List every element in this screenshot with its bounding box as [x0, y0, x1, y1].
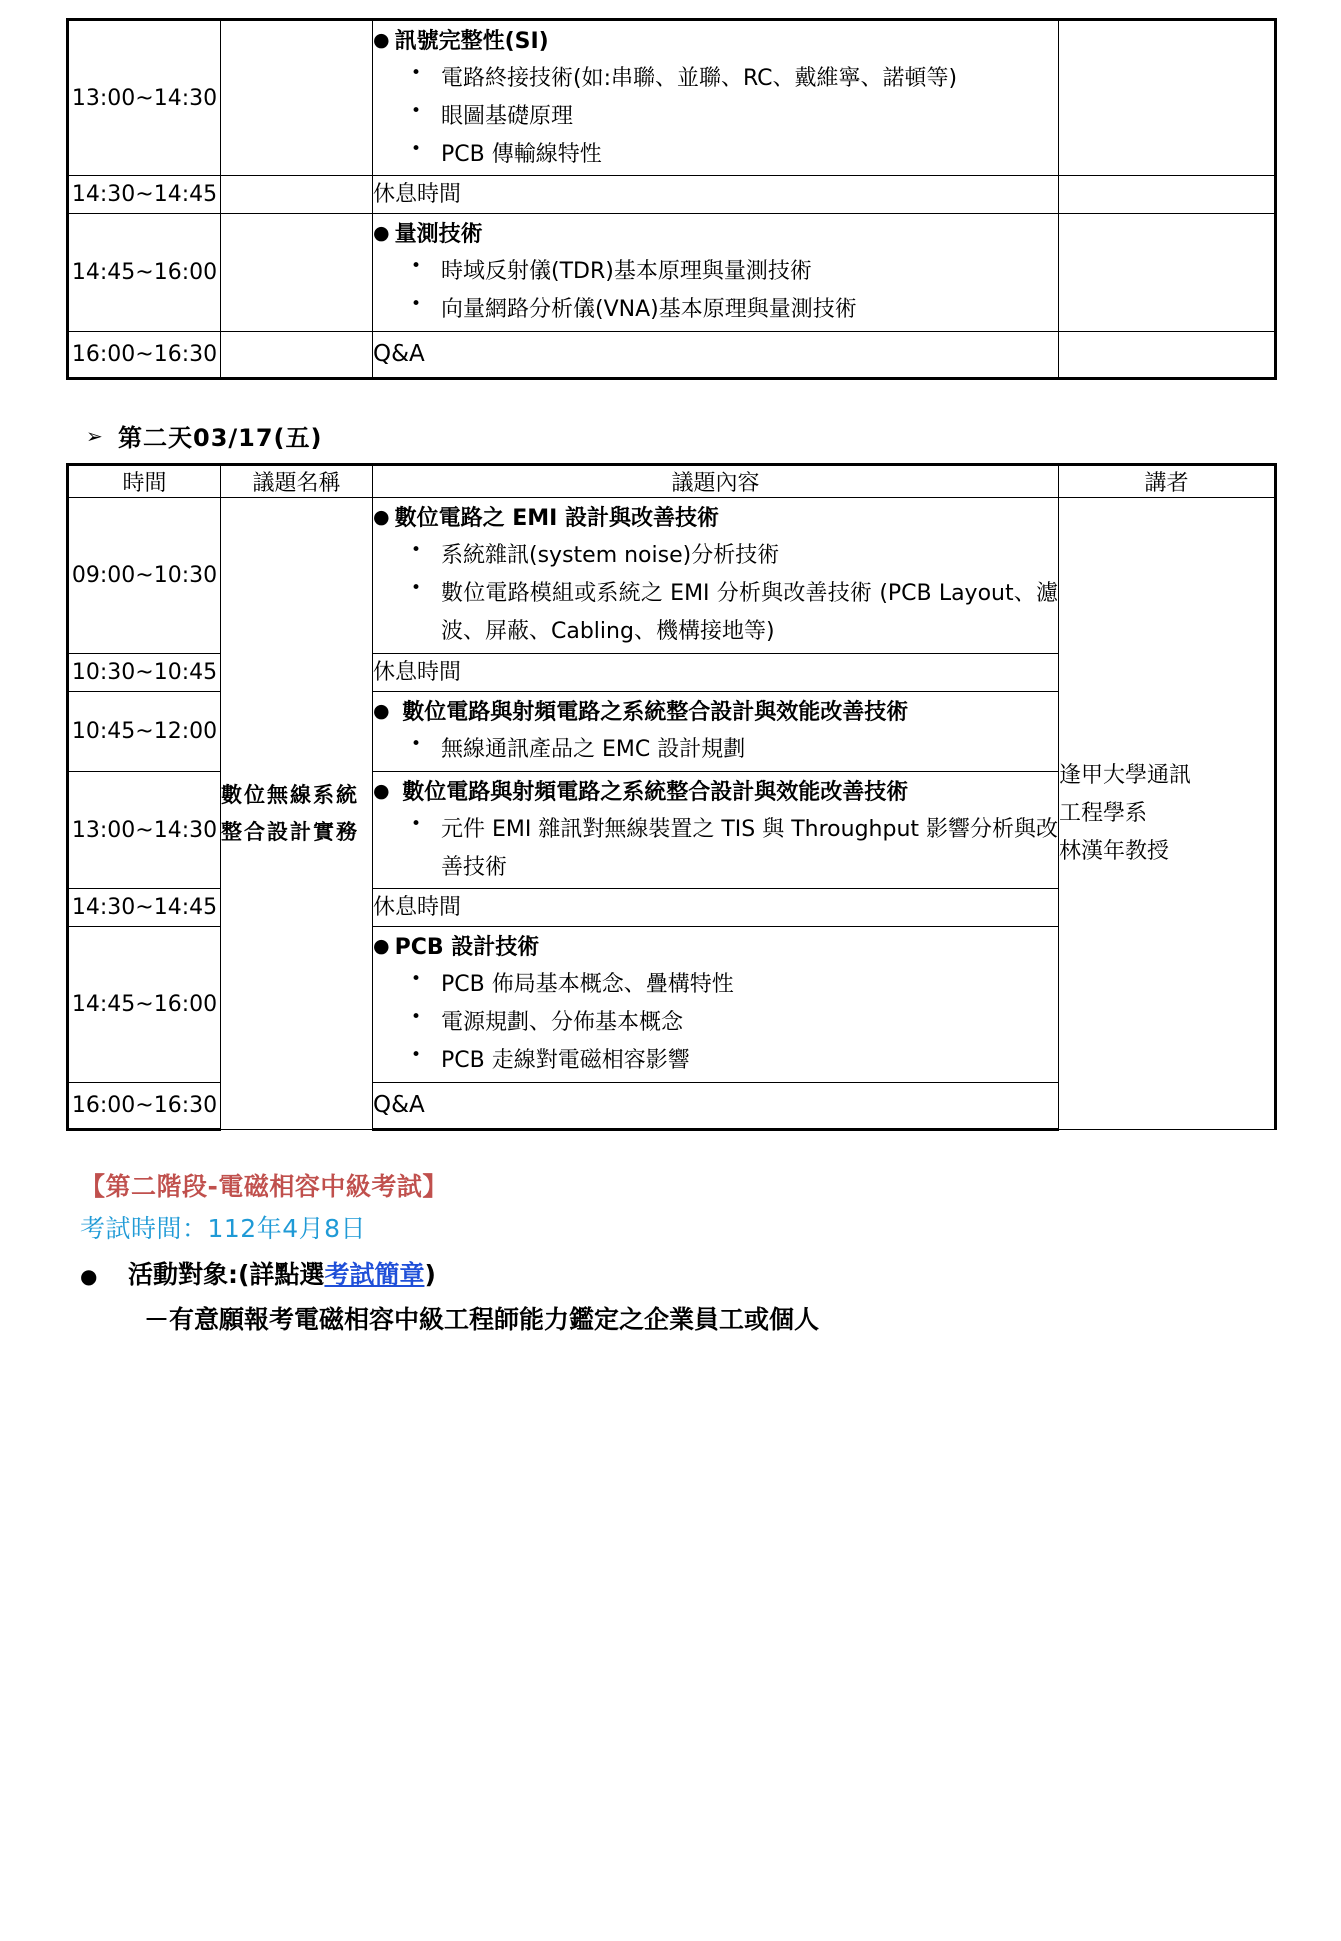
detail-heading: ● 數位電路之 EMI 設計與改善技術	[373, 506, 720, 532]
detail-plain: 休息時間	[373, 895, 462, 921]
list-item: • 元件 EMI 雜訊對無線裝置之 TIS 與 Throughput 影響分析與改善技術	[441, 811, 1058, 887]
column-header-speaker: 講者	[1059, 465, 1276, 498]
detail-qa: Q&A	[373, 1091, 425, 1118]
target-prefix: 活動對象:(詳點選	[128, 1259, 325, 1289]
speaker-line: 工程學系	[1059, 800, 1148, 826]
cell-time: 14:30~14:45	[68, 889, 221, 927]
filled-circle-icon: ●	[373, 935, 390, 958]
table-row	[68, 498, 1276, 653]
filled-circle-icon: ●	[80, 1263, 98, 1288]
cell-detail	[373, 889, 1059, 927]
table-row	[68, 176, 1276, 214]
detail-heading: ● 數位電路與射頻電路之系統整合設計與效能改善技術	[373, 779, 909, 805]
cell-speaker-merged	[1059, 498, 1276, 1130]
cell-time: 14:45~16:00	[68, 214, 221, 332]
detail-plain: 休息時間	[373, 659, 462, 685]
cell-topic-merged: 數位無線系統整合設計實務	[221, 498, 373, 1130]
detail-list	[373, 811, 1058, 887]
list-item: • 數位電路模組或系統之 EMI 分析與改善技術 (PCB Layout、濾波、屏蔽、Cabling、機構接地等)	[441, 575, 1058, 651]
cell-time: 10:30~10:45	[68, 653, 221, 691]
target-audience-row	[80, 1253, 1274, 1297]
day2-heading-text: 第二天03/17(五)	[118, 424, 323, 453]
filled-circle-icon: ●	[373, 29, 390, 51]
cell-time: 16:00~16:30	[68, 332, 221, 379]
detail-plain: 休息時間	[373, 182, 462, 208]
table-row	[68, 214, 1276, 332]
target-audience-detail: －有意願報考電磁相容中級工程師能力鑑定之企業員工或個人	[144, 1304, 820, 1334]
list-item: • 電源規劃、分佈基本概念	[441, 1004, 1058, 1042]
list-item: • 眼圖基礎原理	[441, 98, 1058, 136]
exam-date: 考試時間：112年4月8日	[80, 1214, 367, 1244]
page-content	[66, 18, 1274, 1341]
day1-continuation-table	[66, 18, 1277, 380]
footer-section	[66, 1167, 1274, 1341]
arrow-bullet-icon: ➢	[86, 423, 103, 448]
cell-detail	[373, 691, 1059, 771]
cell-detail	[373, 771, 1059, 889]
cell-topic	[221, 214, 373, 332]
filled-circle-icon: ●	[373, 699, 390, 722]
detail-heading: ● 數位電路與射頻電路之系統整合設計與效能改善技術	[373, 699, 909, 725]
cell-topic	[221, 332, 373, 379]
cell-speaker	[1059, 332, 1276, 379]
cell-detail	[373, 498, 1059, 653]
list-item: • 無線通訊產品之 EMC 設計規劃	[441, 731, 1058, 769]
cell-detail	[373, 927, 1059, 1082]
cell-detail	[373, 176, 1059, 214]
cell-detail	[373, 1082, 1059, 1129]
detail-heading: ● PCB 設計技術	[373, 935, 540, 961]
cell-speaker	[1059, 20, 1276, 176]
column-header-topic: 議題名稱	[221, 465, 373, 498]
table-row	[68, 20, 1276, 176]
list-item: • PCB 傳輸線特性	[441, 136, 1058, 174]
column-header-detail: 議題內容	[373, 465, 1059, 498]
list-item: • 向量網路分析儀(VNA)基本原理與量測技術	[441, 291, 1058, 329]
list-item: • 系統雜訊(system noise)分析技術	[441, 537, 1058, 575]
detail-list	[373, 731, 1058, 769]
filled-circle-icon: ●	[373, 779, 390, 802]
cell-time: 13:00~14:30	[68, 20, 221, 176]
detail-qa: Q&A	[373, 341, 425, 368]
stage-title: 【第二階段-電磁相容中級考試】	[80, 1172, 448, 1202]
cell-time: 14:30~14:45	[68, 176, 221, 214]
column-header-time: 時間	[68, 465, 221, 498]
detail-heading: ● 量測技術	[373, 222, 483, 248]
target-audience-text	[128, 1253, 436, 1297]
filled-circle-icon: ●	[373, 222, 390, 245]
cell-speaker	[1059, 214, 1276, 332]
cell-detail	[373, 332, 1059, 379]
cell-speaker	[1059, 176, 1276, 214]
cell-time: 16:00~16:30	[68, 1082, 221, 1129]
detail-list	[373, 537, 1058, 650]
speaker-line: 逢甲大學通訊	[1059, 763, 1192, 788]
cell-detail	[373, 214, 1059, 332]
cell-detail	[373, 20, 1059, 176]
list-item: • 電路終接技術(如:串聯、並聯、RC、戴維寧、諾頓等)	[441, 60, 1058, 98]
table-header-row	[68, 465, 1276, 498]
cell-time: 09:00~10:30	[68, 498, 221, 653]
list-item: • 時域反射儀(TDR)基本原理與量測技術	[441, 253, 1058, 291]
cell-detail	[373, 653, 1059, 691]
list-item: • PCB 佈局基本概念、疊構特性	[441, 966, 1058, 1004]
cell-time: 14:45~16:00	[68, 927, 221, 1082]
filled-circle-icon: ●	[373, 506, 390, 529]
target-suffix: )	[424, 1259, 436, 1289]
cell-time: 10:45~12:00	[68, 691, 221, 771]
table-row	[68, 332, 1276, 379]
detail-list	[373, 966, 1058, 1079]
day2-schedule-table	[66, 463, 1277, 1131]
speaker-line: 林漢年教授	[1059, 838, 1170, 864]
detail-list	[373, 60, 1058, 173]
day2-heading	[66, 418, 1274, 453]
cell-topic	[221, 176, 373, 214]
detail-heading: ● 訊號完整性(SI)	[373, 29, 549, 54]
cell-topic	[221, 20, 373, 176]
detail-list	[373, 253, 1058, 329]
cell-time: 13:00~14:30	[68, 771, 221, 889]
exam-brochure-link[interactable]: 考試簡章	[324, 1259, 425, 1289]
list-item: • PCB 走線對電磁相容影響	[441, 1042, 1058, 1080]
